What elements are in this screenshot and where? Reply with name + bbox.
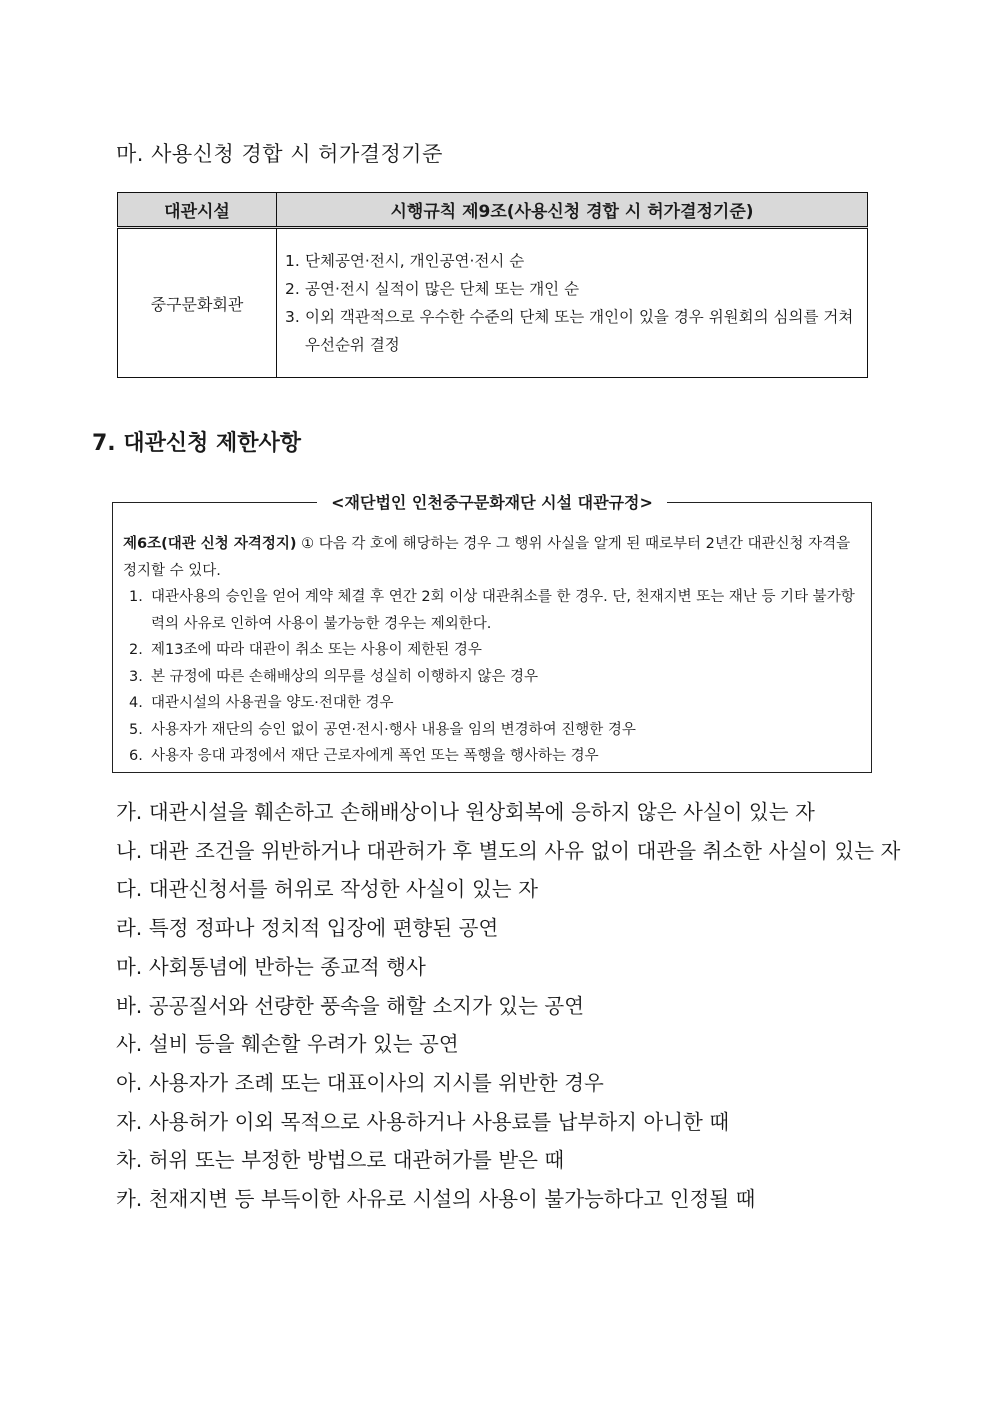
list-item: 가. 대관시설을 훼손하고 손해배상이나 원상회복에 응하지 않은 사실이 있는 자 [116,800,815,824]
item-number: 3. [129,668,143,685]
item-number: 4. [129,695,143,711]
list-item: 바. 공공질서와 선량한 풍속을 해할 소지가 있는 공연 [116,993,584,1018]
item-number: 2. [129,642,143,658]
regulation-item [123,584,861,637]
rule-number: 1. [285,252,300,270]
rule-item [285,303,857,359]
regulation-item [123,743,861,770]
article-header [123,531,861,584]
item-number: 1. [129,589,143,605]
item-text: 사용자가 재단의 승인 없이 공연·전시·행사 내용을 임의 변경하여 진행한 경우 [151,721,636,738]
list-item: 아. 사용자가 조례 또는 대표이사의 지시를 위반한 경우 [116,1070,604,1095]
criteria-table [117,192,868,378]
rule-number: 2. [285,280,300,298]
article-title: 제6조(대관 신청 자격정지) [123,536,297,552]
article-intro: ① 다음 각 호에 해당하는 경우 그 행위 사실을 알게 된 때로부터 2년간 대관신청 자격을 정지할 수 있다. [123,536,851,579]
list-item: 라. 특정 정파나 정치적 입장에 편향된 공연 [116,916,499,941]
list-item: 사. 설비 등을 훼손할 우려가 있는 공연 [116,1032,459,1057]
item-text: 사용자 응대 과정에서 재단 근로자에게 폭언 또는 폭행을 행사하는 경우 [151,748,599,764]
regulation-caption-text: <재단법인 인천중구문화재단 시설 대관규정> [317,493,667,512]
item-text: 대관사용의 승인을 얻어 계약 체결 후 연간 2회 이상 대관취소를 한 경우. 단, 천재지변 또는 재난 등 기타 불가항력의 사유로 인하여 사용이 불가능한 경우는 제외한다. [151,589,855,632]
rule-item [285,247,857,275]
table-row [118,228,868,378]
list-item: 자. 사용허가 이외 목적으로 사용하거나 사용료를 납부하지 아니한 때 [116,1109,730,1134]
list-item: 차. 허위 또는 부정한 방법으로 대관허가를 받은 때 [116,1148,565,1173]
rule-number: 3. [285,308,300,326]
regulation-item [123,637,861,664]
list-item: 나. 대관 조건을 위반하거나 대관허가 후 별도의 사유 없이 대관을 취소한 사실이 있는 자 [116,838,901,863]
rule-text: 공연·전시 실적이 많은 단체 또는 개인 순 [305,280,580,298]
item-text: 본 규정에 따른 손해배상의 의무를 성실히 이행하지 않은 경우 [151,668,539,685]
rule-text: 이외 객관적으로 우수한 수준의 단체 또는 개인이 있을 경우 위원회의 심의를 거쳐 우선순위 결정 [305,308,854,354]
table-header-row [118,193,868,228]
item-text: 제13조에 따라 대관이 취소 또는 사용이 제한된 경우 [151,642,482,658]
item-number: 5. [129,721,143,738]
header-facility: 대관시설 [118,193,277,228]
regulation-item [123,690,861,717]
item-text: 대관시설의 사용권을 양도·전대한 경우 [151,695,394,711]
venue-cell: 중구문화회관 [118,228,277,378]
rule-text: 단체공연·전시, 개인공연·전시 순 [305,252,525,270]
regulation-caption [113,490,871,513]
list-item: 마. 사회통념에 반하는 종교적 행사 [116,954,426,979]
subsection-heading: 마. 사용신청 경합 시 허가결정기준 [116,142,443,166]
rule-item [285,275,857,303]
list-item: 카. 천재지변 등 부득이한 사유로 시설의 사용이 불가능하다고 인정될 때 [116,1187,756,1212]
rules-cell [277,228,868,378]
section-title: 7. 대관신청 제한사항 [92,431,301,456]
regulation-box [112,493,872,773]
header-rule: 시행규칙 제9조(사용신청 경합 시 허가결정기준) [277,193,868,228]
item-number: 6. [129,748,143,764]
regulation-body [123,531,861,770]
regulation-item [123,664,861,691]
list-item: 다. 대관신청서를 허위로 작성한 사실이 있는 자 [116,877,538,902]
regulation-item [123,717,861,744]
restriction-list [116,793,900,1219]
